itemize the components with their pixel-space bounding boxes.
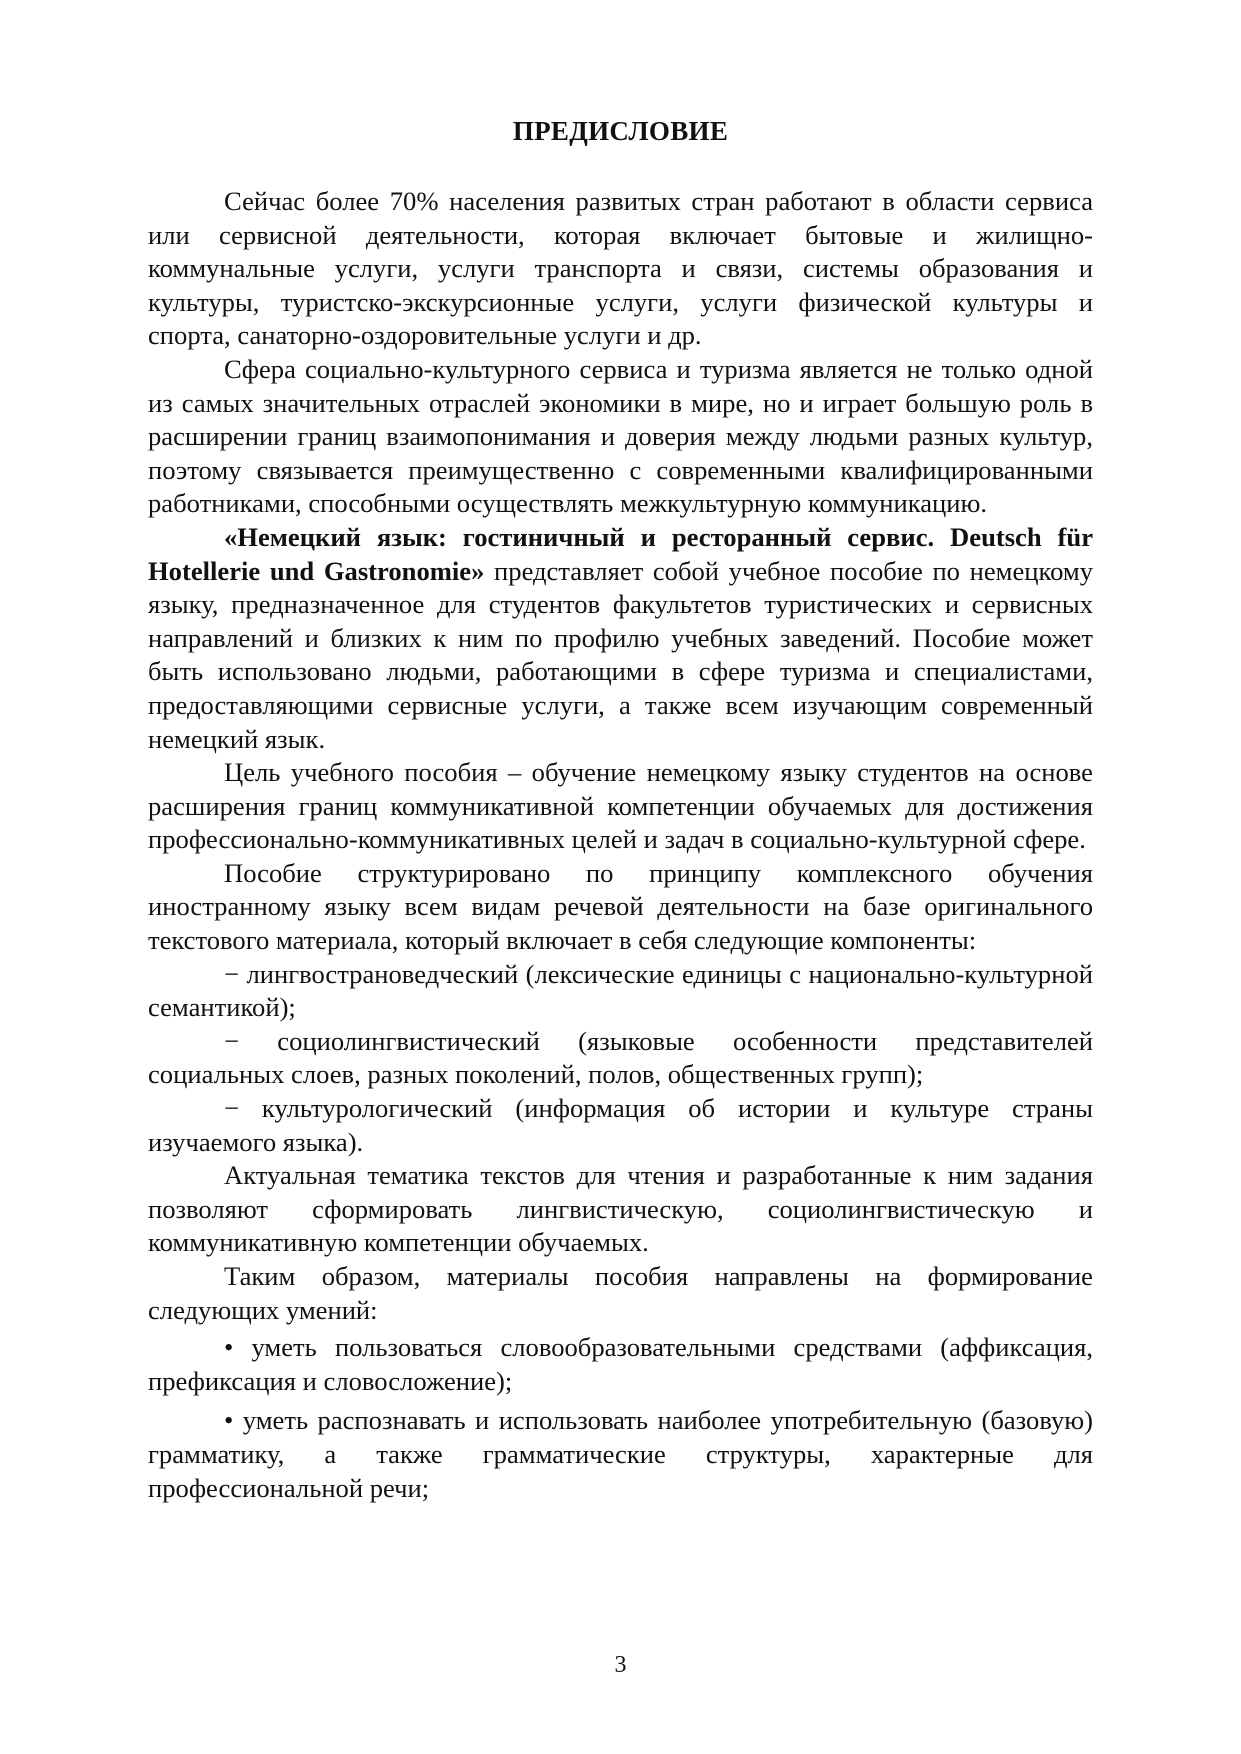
book-title: «Немецкий язык: гостиничный и ресторанный сервис. Deutsch für Hotellerie und Gastronomie» [148, 521, 1093, 586]
paragraph-sphere: Сфера социально-культурного сервиса и туризма является не только одной из самых значительных отраслей экономики в мире, но и играет большую роль в расширении границ взаимопонимания и доверия между людьми разных культур, поэтому связывается преимущественно с современными квалифицированными работниками, способными осуществлять межкультурную коммуникацию. [148, 353, 1093, 519]
paragraph-goal: Цель учебного пособия – обучение немецкому языку студентов на основе расширения границ коммуникативной компетенции обучаемых для достижения профессионально-коммуникативных целей и задач в социально-культурной сфере. [148, 757, 1093, 855]
skill-item: • уметь распознавать и использовать наиболее употребительную (базовую) грамматику, а также грамматические структуры, характерные для профессиональной речи; [148, 1405, 1093, 1503]
component-item: − социолингвистический (языковые особенности представителей социальных слоев, разных поколений, полов, общественных групп); [148, 1025, 1093, 1090]
paragraph-structure: Пособие структурировано по принципу комплексного обучения иностранному языку всем видам речевой деятельности на базе оригинального текстового материала, который включает в себя следующие компоненты: [148, 857, 1093, 956]
paragraph-intro: Сейчас более 70% населения развитых стран работают в области сервиса или сервисной деятельности, которая включает бытовые и жилищно-коммунальные услуги, услуги транспорта и связи, системы образования и культуры, туристско-экскурсионные услуги, услуги физической культуры и спорта, санаторно-оздоровительные услуги и др. [148, 186, 1093, 351]
book-description-text: представляет собой учебное пособие по немецкому языку, предназначенное для студентов факультетов туристических и сервисных направлений и близких к ним по профилю учебных заведений. Пособие может быть использовано людьми, работающими в сфере туризма и специалистами, предоставляющими сервисные услуги, а также всем изучающим современный немецкий язык. [148, 555, 1093, 754]
component-item: − культурологический (информация об истории и культуре страны изучаемого языка). [148, 1093, 1093, 1157]
paragraph-skills-intro: Таким образом, материалы пособия направлены на формирование следующих умений: [148, 1261, 1093, 1325]
document-body [148, 185, 1093, 1505]
component-item: − лингвострановедческий (лексические единицы с национально-культурной семантикой); [148, 958, 1093, 1023]
paragraph-book-description [148, 521, 1093, 756]
paragraph-topics: Актуальная тематика текстов для чтения и разработанные к ним задания позволяют сформировать лингвистическую, социолингвистическую и коммуникативную компетенции обучаемых. [148, 1160, 1093, 1258]
page-title: ПРЕДИСЛОВИЕ [512, 116, 729, 146]
skill-item: • уметь пользоваться словообразовательными средствами (аффиксация, префиксация и словосложение); [148, 1332, 1093, 1396]
page-number: 3 [614, 1652, 627, 1678]
